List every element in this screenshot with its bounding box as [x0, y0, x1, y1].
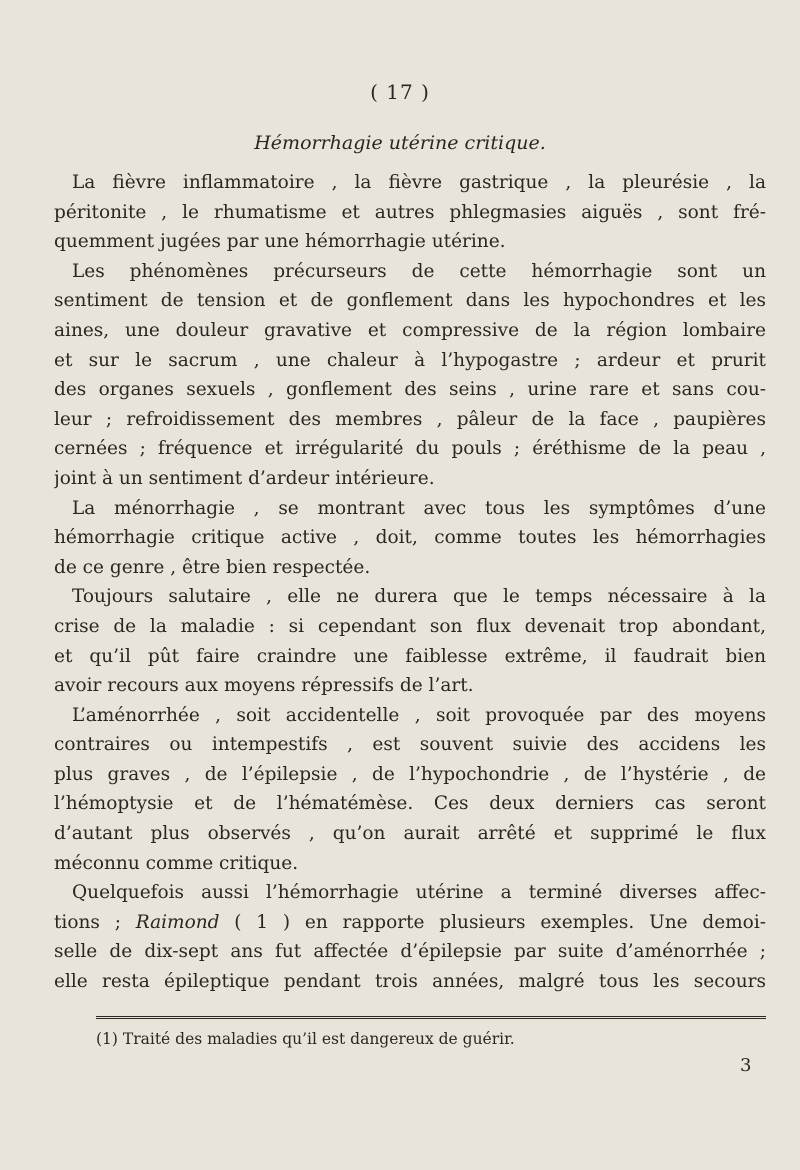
text-line-content: tions ; [54, 911, 136, 933]
text-line-content: sentiment de tension et de gonflement dans les hypochondres et les [54, 290, 766, 312]
text-line [54, 967, 766, 997]
text-line-content: et qu’il pût faire craindre une faiblesse extrême, il faudrait bien [54, 645, 766, 667]
text-line-content: contraires ou intempestifs , est souvent suivie des accidens les [54, 734, 766, 756]
text-line-content: plus graves , de l’épilepsie , de l’hypochondrie , de l’hystérie , de [54, 763, 766, 785]
text-line-content: des organes sexuels , gonflement des seins , urine rare et sans cou- [54, 379, 766, 401]
text-line-content: méconnu comme critique. [54, 852, 299, 874]
text-line [54, 553, 766, 583]
text-line-content: péritonite , le rhumatisme et autres phlegmasies aiguës , sont fré- [54, 201, 766, 223]
text-line-content: cernées ; fréquence et irrégularité du pouls ; éréthisme de la peau , [54, 438, 766, 460]
text-line [54, 405, 766, 435]
body-text [54, 168, 766, 997]
text-line-content: elle resta épileptique pendant trois années, malgré tous les secours [54, 971, 766, 993]
text-line [54, 198, 766, 228]
cited-author: Raimond [135, 911, 220, 933]
text-line-continuation: ( 1 ) en rapporte plusieurs exemples. Une demoi- [219, 911, 766, 933]
footnote: (1) Traité des maladies qu’il est dangereux de guérir. [96, 1030, 515, 1048]
text-line [54, 701, 766, 731]
text-line [54, 375, 766, 405]
text-line-content: crise de la maladie : si cependant son flux devenait trop abondant, [54, 615, 766, 637]
text-line-content: et sur le sacrum , une chaleur à l’hypogastre ; ardeur et prurit [54, 349, 766, 371]
text-line-content: avoir recours aux moyens répressifs de l’art. [54, 675, 474, 697]
text-line [54, 316, 766, 346]
text-line [54, 878, 766, 908]
text-line [54, 612, 766, 642]
text-line [54, 730, 766, 760]
text-line [54, 760, 766, 790]
text-line [54, 286, 766, 316]
text-line-content: selle de dix-sept ans fut affectée d’épilepsie par suite d’aménorrhée ; [54, 941, 766, 963]
text-line [54, 257, 766, 287]
text-line [54, 671, 766, 701]
footnote-rule [96, 1016, 766, 1019]
text-line [54, 346, 766, 376]
text-line [54, 789, 766, 819]
text-line-content: quemment jugées par une hémorrhagie utérine. [54, 231, 506, 253]
text-line [54, 937, 766, 967]
signature-mark: 3 [740, 1055, 752, 1076]
text-line [54, 582, 766, 612]
text-line-content: joint à un sentiment d’ardeur intérieure. [54, 467, 435, 489]
text-line-content: Toujours salutaire , elle ne durera que le temps nécessaire à la [72, 586, 766, 608]
text-line [54, 908, 766, 938]
text-line-content: La ménorrhagie , se montrant avec tous les symptômes d’une [72, 497, 766, 519]
text-line-content: leur ; refroidissement des membres , pâleur de la face , paupières [54, 408, 766, 430]
text-line-content: hémorrhagie critique active , doit, comme toutes les hémorrhagies [54, 527, 766, 549]
text-line-content: de ce genre , être bien respectée. [54, 556, 371, 578]
text-line [54, 523, 766, 553]
text-line-content: Quelquefois aussi l’hémorrhagie utérine a terminé diverses affec- [72, 882, 766, 904]
text-line [54, 434, 766, 464]
text-line [54, 168, 766, 198]
text-line [54, 494, 766, 524]
text-line-content: L’aménorrhée , soit accidentelle , soit provoquée par des moyens [72, 704, 766, 726]
text-line [54, 642, 766, 672]
text-line [54, 464, 766, 494]
text-line-content: l’hémoptysie et de l’hématémèse. Ces deux derniers cas seront [54, 793, 766, 815]
text-line-content: Les phénomènes précurseurs de cette hémorrhagie sont un [72, 260, 766, 282]
text-line [54, 819, 766, 849]
text-line-content: La fièvre inflammatoire , la fièvre gastrique , la pleurésie , la [72, 172, 766, 193]
text-line-content: d’autant plus observés , qu’on aurait arrêté et supprimé le flux [54, 823, 766, 845]
page-number: ( 17 ) [370, 80, 430, 104]
section-title: Hémorrhagie utérine critique. [254, 132, 546, 154]
text-line [54, 227, 766, 257]
text-line [54, 849, 766, 879]
text-line-content: aines, une douleur gravative et compressive de la région lombaire [54, 319, 766, 341]
